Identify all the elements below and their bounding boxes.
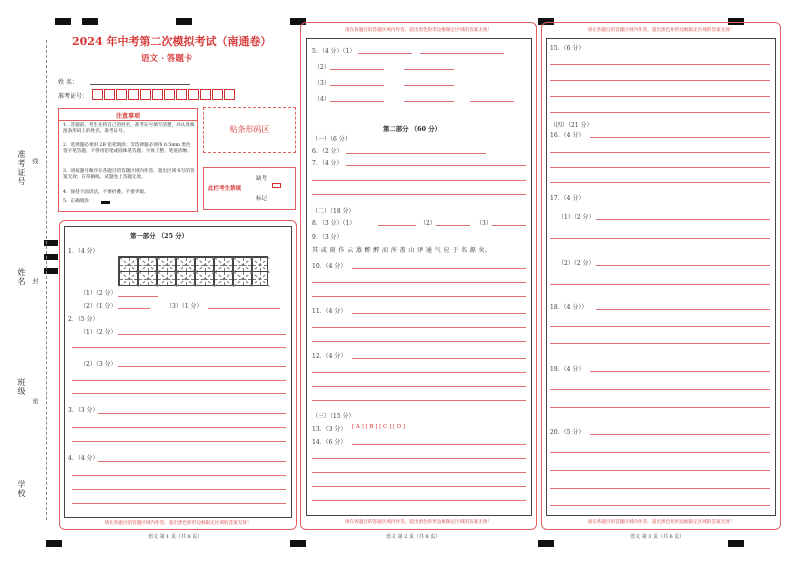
absent-box: [203, 167, 296, 210]
q17-2-label: （2）（2 分）: [558, 260, 595, 267]
exam-title: 2024 年中考第二次模拟考试（南通卷）: [72, 35, 272, 48]
notice-item: 3．请按题号顺序在各题目的答题区域内作答，超出区域书写的答案无效；在草稿纸、试题卷上答题无效。: [63, 169, 195, 181]
q15-label: 15．（6 分）: [550, 45, 585, 52]
notice-item: 2．选择题必须用 2B 铅笔填涂；非选择题必须用 0.5mm 黑色签字笔答题，不得用铅笔或圆珠笔答题；字体工整、笔迹清晰。: [63, 143, 192, 155]
timing-mark: [728, 540, 744, 547]
answer-line[interactable]: [550, 80, 770, 81]
writing-grid[interactable]: [118, 256, 268, 286]
answer-line[interactable]: [72, 380, 286, 381]
answer-line[interactable]: [312, 372, 526, 373]
answer-line[interactable]: [596, 219, 770, 220]
answer-line[interactable]: [590, 371, 770, 372]
section-2-label: （二）（18 分）: [312, 208, 355, 215]
answer-line[interactable]: [550, 407, 770, 408]
notice-item: 4．保持卡面清洁，不要折叠、不要弄破。: [63, 190, 149, 195]
answer-line[interactable]: [550, 343, 770, 344]
answer-line[interactable]: [312, 296, 526, 297]
answer-line[interactable]: [550, 326, 770, 327]
answer-line[interactable]: [550, 284, 770, 285]
notice-title: 注意事项: [115, 113, 140, 120]
answer-line[interactable]: [352, 313, 526, 314]
answer-line[interactable]: [550, 112, 770, 113]
answer-line[interactable]: [550, 167, 770, 168]
answer-line[interactable]: [312, 458, 526, 459]
notice-item: 5．正确填涂: [63, 199, 89, 204]
answer-line[interactable]: [346, 153, 486, 154]
answer-line[interactable]: [596, 265, 770, 266]
answer-line[interactable]: [98, 413, 286, 414]
timing-mark: [176, 18, 192, 25]
fill-sample: [101, 201, 110, 204]
q2-label: 2．（5 分）: [68, 316, 99, 323]
q17-label: 17．（4 分）: [550, 195, 585, 202]
answer-line[interactable]: [312, 486, 526, 487]
absent-missing: 缺考: [256, 176, 268, 182]
answer-line[interactable]: [420, 53, 504, 54]
q14-label: 14．（6 分）: [312, 439, 347, 446]
exam-subtitle: 语文 · 答题卡: [141, 54, 193, 64]
q1-1-label: （1）（2 分）: [80, 290, 117, 297]
answer-line[interactable]: [312, 386, 526, 387]
warning-text: 请在各题目的答题区域内作答，超出黑色矩形边框限定区域的答案无效！: [587, 520, 735, 525]
q1-label: 1．（4 分）: [68, 248, 99, 255]
answer-line[interactable]: [118, 296, 158, 297]
section-3-label: （三）（15 分）: [312, 413, 355, 420]
warning-text: 请在各题目的答题区域内作答，超出黑色矩形边框限定区域的答案无效！: [344, 520, 492, 525]
answer-line[interactable]: [72, 441, 286, 442]
q5-4-label: （4）: [314, 96, 330, 103]
q11-label: 11．（4 分）: [312, 308, 347, 315]
notice-item: 1．答题前，考生先将自己的姓名、准考证号填写清楚，并认真核准条形码上的姓名、准考证号。: [63, 123, 195, 135]
q2-1-label: （1）（2 分）: [80, 329, 117, 336]
q13-options[interactable]: [ A ] [ B ] [ C ] [ D ]: [352, 424, 406, 430]
footer-page-3: 语文 第 3 页（共 6 页）: [630, 534, 685, 540]
answer-line[interactable]: [312, 194, 526, 195]
timing-mark: [55, 18, 71, 25]
answer-line[interactable]: [404, 101, 454, 102]
absent-label: 此栏考生禁填: [208, 186, 242, 192]
q6-label: 6．（2 分）: [312, 148, 343, 155]
answer-line[interactable]: [312, 500, 526, 501]
absent-checkbox[interactable]: [272, 183, 281, 188]
answer-line[interactable]: [312, 400, 526, 401]
binding-line-word: 线: [31, 158, 38, 164]
footer-page-2: 语文 第 2 页（共 6 页）: [386, 534, 441, 540]
answer-line[interactable]: [346, 165, 526, 166]
answer-line[interactable]: [550, 488, 770, 489]
answer-line[interactable]: [550, 470, 770, 471]
answer-line[interactable]: [590, 137, 770, 138]
id-label: 准考证号：: [58, 93, 89, 100]
warning-text: 请在各题目的答题区域内作答，超出黑色矩形边框限定区域的答案无效！: [344, 28, 492, 33]
footer-page-1: 语文 第 1 页（共 6 页）: [148, 534, 203, 540]
answer-line[interactable]: [590, 434, 770, 435]
answer-line[interactable]: [330, 85, 384, 86]
answer-line[interactable]: [470, 101, 514, 102]
q8-label: 8．（3 分）（1）: [312, 220, 356, 227]
binding-id-label: 准考证号: [17, 150, 26, 186]
q1-2-label: （2）（1 分）: [80, 303, 117, 310]
binding-school-label: 学校: [17, 480, 26, 498]
answer-line[interactable]: [358, 53, 412, 54]
answer-line[interactable]: [330, 69, 384, 70]
answer-line[interactable]: [312, 341, 526, 342]
absent-mark: 标记: [256, 196, 268, 202]
answer-line[interactable]: [550, 505, 770, 506]
q16-label: 16．（4 分）: [550, 132, 585, 139]
answer-line[interactable]: [118, 334, 286, 335]
q9-passage: 其 或 雨 作 云 蒸 醉 醉 而 浑 盖 山 泽 通 气 应 于 名 源 矣。: [312, 247, 492, 254]
answer-line[interactable]: [118, 366, 286, 367]
q10-label: 10．（4 分）: [312, 263, 347, 270]
q18-label: 18．（4 分））: [550, 304, 588, 311]
answer-line[interactable]: [72, 393, 286, 394]
answer-line[interactable]: [72, 427, 286, 428]
warning-text: 请在各题目的答题区域内作答，超出黑色矩形边框限定区域的答案无效！: [587, 28, 735, 33]
answer-line[interactable]: [98, 461, 286, 462]
warning-text: 请在各题目的答题区域内作答，超出黑色矩形边框限定区域的答案无效！: [104, 521, 252, 526]
q4-label: 4．（4 分）: [68, 455, 99, 462]
answer-line[interactable]: [72, 347, 286, 348]
answer-line[interactable]: [378, 225, 416, 226]
part2-title: 第二部分 （60 分）: [383, 125, 442, 133]
name-field[interactable]: [90, 84, 190, 85]
q9-label: 9．（3 分）: [312, 234, 343, 241]
q12-label: 12．（4 分）: [312, 353, 347, 360]
q1-3-label: （3）（1 分）: [166, 303, 203, 310]
answer-line[interactable]: [492, 225, 526, 226]
id-boxes[interactable]: [92, 88, 242, 100]
answer-line[interactable]: [330, 101, 384, 102]
answer-line[interactable]: [404, 85, 454, 86]
binding-class-label: 班级: [17, 378, 26, 396]
q3-label: 3．（3 分）: [68, 407, 99, 414]
answer-line[interactable]: [550, 64, 770, 65]
answer-line[interactable]: [550, 96, 770, 97]
binding-name-label: 姓名: [17, 268, 26, 286]
barcode-label: 贴条形码区: [229, 125, 270, 134]
name-label: 姓 名：: [58, 79, 78, 86]
answer-line[interactable]: [72, 489, 286, 490]
q17-1-label: （1）（2 分）: [558, 214, 595, 221]
answer-line[interactable]: [352, 268, 526, 269]
section-1-label: （一）（6 分）: [312, 136, 351, 143]
binding-secret-word: 密: [31, 398, 38, 404]
q8-2-label: （2）: [420, 220, 436, 227]
q20-label: 20．（5 分）: [550, 429, 585, 436]
answer-line[interactable]: [596, 309, 770, 310]
q2-2-label: （2）（3 分）: [80, 361, 117, 368]
timing-mark: [538, 540, 554, 547]
part1-title: 第一部分 （25 分）: [130, 232, 189, 240]
section-4-label: （四）（21 分）: [550, 122, 593, 129]
q5-label: 5．（4 分）（1）: [312, 48, 356, 55]
q13-label: 13．（3 分）: [312, 426, 347, 433]
timing-mark: [82, 18, 98, 25]
answer-line[interactable]: [72, 475, 286, 476]
answer-line[interactable]: [404, 69, 454, 70]
binding-line: [46, 40, 47, 520]
q8-3-label: （3）: [476, 220, 492, 227]
answer-line[interactable]: [118, 308, 150, 309]
answer-line[interactable]: [312, 180, 526, 181]
q5-2-label: （2）: [314, 64, 330, 71]
answer-line[interactable]: [352, 358, 526, 359]
q5-3-label: （3）: [314, 80, 330, 87]
q7-label: 7．（4 分）: [312, 160, 343, 167]
notice-box: [58, 108, 198, 212]
binding-seal-word: 封: [31, 278, 38, 284]
answer-line[interactable]: [312, 327, 526, 328]
col3-inner: [546, 38, 776, 516]
timing-mark: [290, 540, 306, 547]
timing-mark: [46, 540, 62, 547]
answer-line[interactable]: [352, 444, 526, 445]
answer-line[interactable]: [436, 225, 470, 226]
q19-label: 19．（4 分）: [550, 366, 585, 373]
answer-line[interactable]: [72, 503, 286, 504]
answer-line[interactable]: [550, 182, 770, 183]
answer-line[interactable]: [312, 472, 526, 473]
answer-line[interactable]: [550, 152, 770, 153]
answer-line[interactable]: [550, 389, 770, 390]
answer-line[interactable]: [550, 452, 770, 453]
answer-line[interactable]: [312, 282, 526, 283]
answer-line[interactable]: [208, 308, 280, 309]
barcode-area: [203, 107, 296, 153]
answer-line[interactable]: [550, 238, 770, 239]
